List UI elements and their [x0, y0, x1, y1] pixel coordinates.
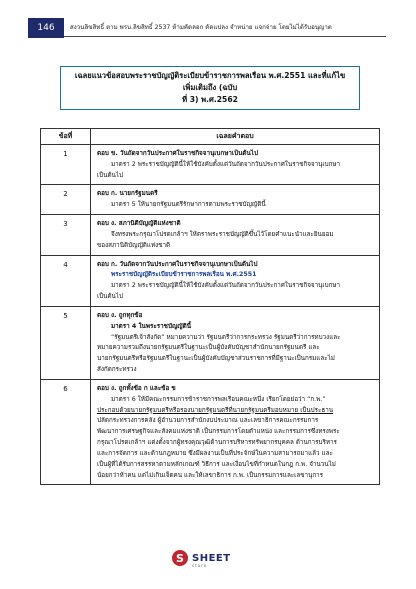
answer-line: น้อยกว่าห้าคน แต่ไม่เกินเจ็ดคน และให้เลขาธิการ ก.พ. เป็นกรรมการและเลขานุการ	[97, 471, 324, 479]
row-answer	[91, 185, 380, 215]
table-row	[41, 306, 380, 379]
row-answer	[91, 215, 380, 255]
answer-line: เป็นต้นไป	[97, 171, 124, 179]
row-number: 6	[41, 379, 91, 484]
row-number: 2	[41, 185, 91, 215]
logo-wordmark: SHEET	[192, 552, 231, 564]
answer-line: ประกอบด้วยนายกรัฐมนตรีหรือรองนายกรัฐมนตรีที่นายกรัฐมนตรีมอบหมาย เป็นประธาน	[97, 406, 334, 414]
logo-subtext: store	[192, 563, 208, 568]
answer-line: มาตรา 2 พระราชบัญญัตินี้ให้ใช้บังคับตั้งแต่วันถัดจากวันประกาศในราชกิจจานุเบกษา	[111, 282, 341, 290]
table-row	[41, 255, 380, 306]
title-line-2: ที่ 3) พ.ศ.2562	[182, 94, 238, 104]
answer-line: มาตรา 6 ให้มีคณะกรรมการข้าราชการพลเรือนคณะหนึ่ง เรียกโดยย่อว่า “ก.พ.”	[111, 395, 326, 403]
row-answer	[91, 255, 380, 306]
table-row	[41, 185, 380, 215]
answer-line: จึงทรงพระกรุณาโปรดเกล้าฯ ให้ตราพระราชบัญญัติขึ้นไว้โดยคำแนะนำและยินยอม	[111, 230, 334, 238]
answer-line: มาตรา 5 ให้นายกรัฐมนตรีรักษาการตามพระราชบัญญัตินี้	[111, 201, 266, 209]
page-number: 146	[28, 18, 64, 38]
answer-line: “รัฐมนตรีเจ้าสังกัด” หมายความว่า รัฐมนตรีว่าการกระทรวง รัฐมนตรีว่าการทบวงและ	[111, 333, 341, 341]
answer-line: เป็นต้นไป	[97, 293, 124, 301]
page-title	[69, 70, 351, 105]
column-header-answer: เฉลยคำตอบ	[91, 129, 380, 145]
page-header	[0, 0, 416, 40]
answer-line: พัฒนาการเศรษฐกิจและสังคมแห่งชาติ เป็นกรรมการโดยตำแหน่ง และกรรมการซึ่งทรงพระ	[97, 428, 340, 436]
answer-line: กรุณาโปรดเกล้าฯ แต่งตั้งจากผู้ทรงคุณวุฒิด้านการบริหารทรัพยากรบุคคล ด้านการบริหาร	[97, 439, 337, 447]
table-header-row	[41, 129, 380, 145]
answer-line: สังกัดกระทรวง	[97, 366, 137, 374]
answer-line: มาตรา 2 พระราชบัญญัตินี้ให้ใช้บังคับตั้งแต่วันถัดจากวันประกาศในราชกิจจานุเบกษา	[111, 160, 341, 168]
answer-choice: ตอบ ง. ถูกทุกข้อ	[97, 311, 143, 319]
section-heading: มาตรา 4 ในพระราชบัญญัตินี้	[111, 322, 192, 330]
table-row	[41, 215, 380, 255]
answer-choice: ตอบ ง. ถูกทั้งข้อ ก และข้อ ข	[97, 384, 176, 392]
row-answer	[91, 379, 380, 484]
table-row	[41, 379, 380, 484]
table-row	[41, 145, 380, 185]
answer-line: ปลัดกระทรวงการคลัง ผู้อำนวยการสำนักงบประมาณ และเลขาธิการคณะกรรมการ	[97, 417, 319, 425]
sheet-store-logo	[172, 548, 231, 568]
header-divider	[64, 36, 386, 37]
act-name: พระราชบัญญัติระเบียบข้าราชการพลเรือน พ.ศ.2551	[111, 271, 257, 279]
row-number: 1	[41, 145, 91, 185]
answer-line: นายกรัฐมนตรีหรือรัฐมนตรีในฐานะเป็นผู้บังคับบัญชาส่วนราชการที่มีฐานะเป็นกรมและไม่	[97, 355, 335, 363]
title-line-1: เฉลยแนวข้อสอบพระราชบัญญัติระเบียบข้าราชการพลเรือน พ.ศ.2551 และที่แก้ไขเพิ่มเติมถึง (ฉบับ	[74, 71, 346, 93]
row-number: 4	[41, 255, 91, 306]
answer-table	[40, 128, 380, 485]
answer-line: หมายความรวมถึงนายกรัฐมนตรีในฐานะเป็นผู้บังคับบัญชาสำนักนายกรัฐมนตรี และ	[97, 344, 320, 352]
logo-mark-icon: S	[172, 550, 188, 566]
answer-line: และการจัดการ และด้านกฎหมาย ซึ่งมีผลงานเป็นที่ประจักษ์ในความสามารถมาแล้ว และ	[97, 449, 333, 457]
answer-choice: ตอบ ก. นายกรัฐมนตรี	[97, 190, 158, 198]
answer-choice: ตอบ ข. วันถัดจากวันประกาศในราชกิจจานุเบกษาเป็นต้นไป	[97, 150, 258, 157]
row-number: 3	[41, 215, 91, 255]
column-header-number: ข้อที่	[41, 129, 91, 145]
answer-choice: ตอบ ก. วันถัดจากวันประกาศในราชกิจจานุเบกษาเป็นต้นไป	[97, 260, 258, 268]
title-box	[60, 66, 360, 110]
row-number: 5	[41, 306, 91, 379]
copyright-notice: สงวนลิขสิทธิ์ ตาม พรบ.ลิขสิทธิ์ 2537 ห้ามคัดลอก ดัดแปลง จำหน่าย แจกจ่าย โดยไม่ได้รับอนุญาต	[70, 24, 332, 31]
row-answer	[91, 145, 380, 185]
answer-line: เป็นผู้ที่ได้รับการสรรหาตามหลักเกณฑ์ วิธีการ และเงื่อนไขที่กำหนดในกฎ ก.พ. จำนวนไม่	[97, 460, 336, 468]
row-answer	[91, 306, 380, 379]
answer-line: ของสภานิติบัญญัติแห่งชาติ	[97, 241, 171, 249]
answer-choice: ตอบ ง. สภานิติบัญญัติแห่งชาติ	[97, 220, 181, 228]
